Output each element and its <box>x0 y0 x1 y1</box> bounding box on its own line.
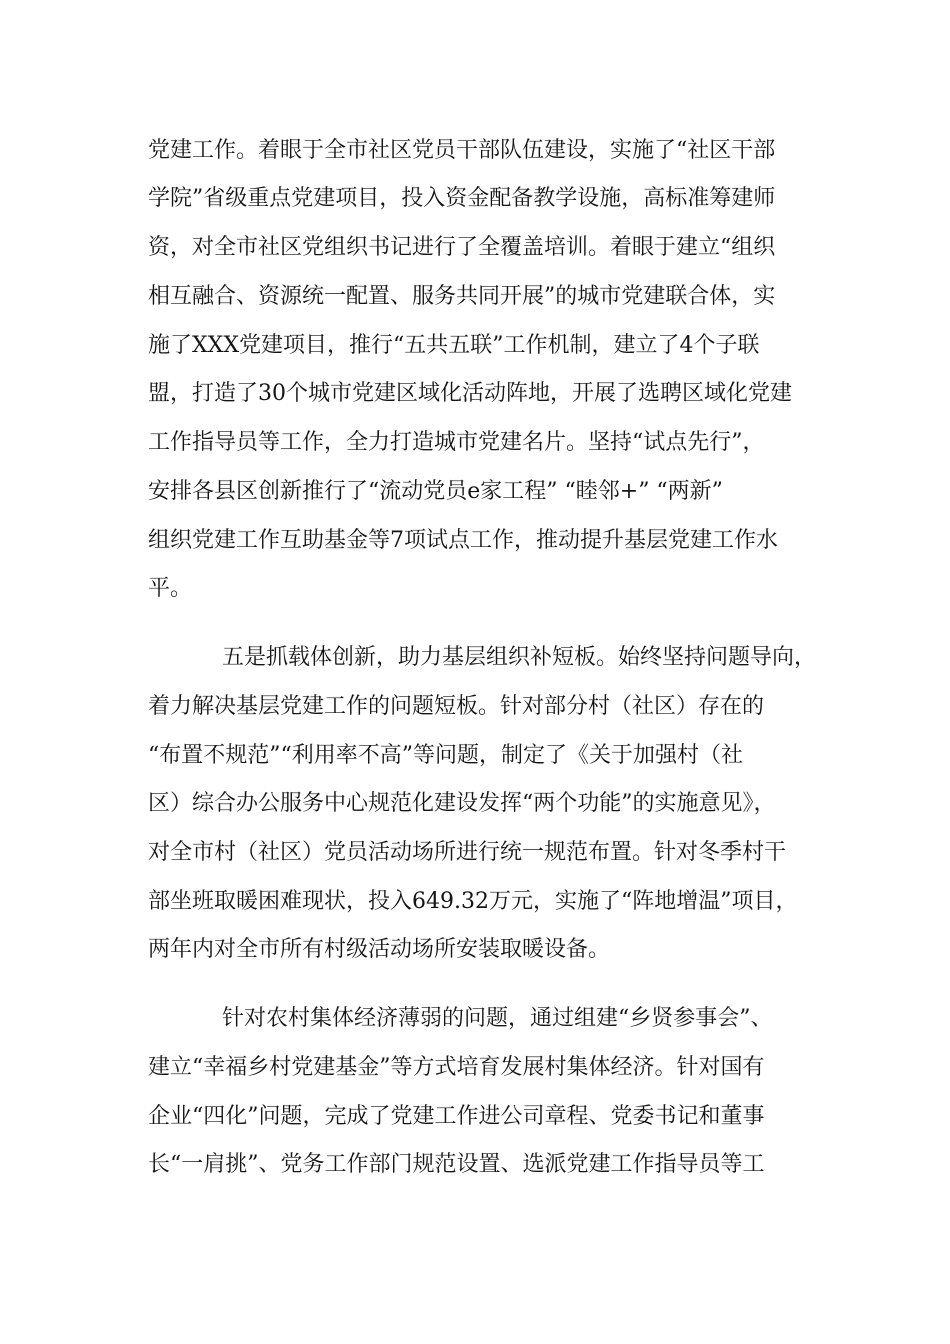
text-line: 对全市村（社区）党员活动场所进行统一规范布置。针对冬季村干 <box>148 840 787 865</box>
text-line: 建立“幸福乡村党建基金”等方式培育发展村集体经济。针对国有 <box>148 1055 765 1080</box>
text-line: 部坐班取暖困难现状，投入649.32万元，实施了“阵地增温”项目， <box>148 889 798 914</box>
text-line: 着力解决基层党建工作的问题短板。针对部分村（社区）存在的 <box>148 694 765 719</box>
text-line: 学院”省级重点党建项目，投入资金配备教学设施，高标准筹建师 <box>148 186 776 211</box>
text-line: 党建工作。着眼于全市社区党员干部队伍建设，实施了“社区干部 <box>148 138 776 163</box>
text-line: 针对农村集体经济薄弱的问题，通过组建“乡贤参事会”、 <box>222 1006 773 1031</box>
text-line: 盟，打造了30个城市党建区域化活动阵地，开展了选聘区域化党建 <box>148 381 792 406</box>
text-line: 工作指导员等工作，全力打造城市党建名片。坚持“试点先行”， <box>148 430 765 455</box>
text-line: “布置不规范”“利用率不高”等问题，制定了《关于加强村（社 <box>148 743 743 768</box>
text-line: 平。 <box>148 576 193 601</box>
text-line: 企业“四化”问题，完成了党建工作进公司章程、党委书记和董事 <box>148 1104 765 1129</box>
text-line: 资，对全市社区党组织书记进行了全覆盖培训。着眼于建立“组织 <box>148 235 776 260</box>
text-line: 组织党建工作互助基金等7项试点工作，推动提升基层党建工作水 <box>148 528 778 553</box>
text-line: 长“一肩挑”、党务工作部门规范设置、选派党建工作指导员等工 <box>148 1152 765 1177</box>
text-line: 两年内对全市所有村级活动场所安装取暖设备。 <box>148 937 611 962</box>
text-line: 五是抓载体创新，助力基层组织补短板。始终坚持问题导向， <box>222 645 817 670</box>
text-line: 安排各县区创新推行了“流动党员e家工程” “睦邻+” “两新” <box>148 479 723 504</box>
text-line: 区）综合办公服务中心规范化建设发挥“两个功能”的实施意见》， <box>148 791 776 816</box>
document-body <box>148 0 828 1344</box>
text-line: 相互融合、资源统一配置、服务共同开展”的城市党建联合体，实 <box>148 284 776 309</box>
text-line: 施了XXX党建项目，推行“五共五联”工作机制，建立了4个子联 <box>148 333 760 358</box>
